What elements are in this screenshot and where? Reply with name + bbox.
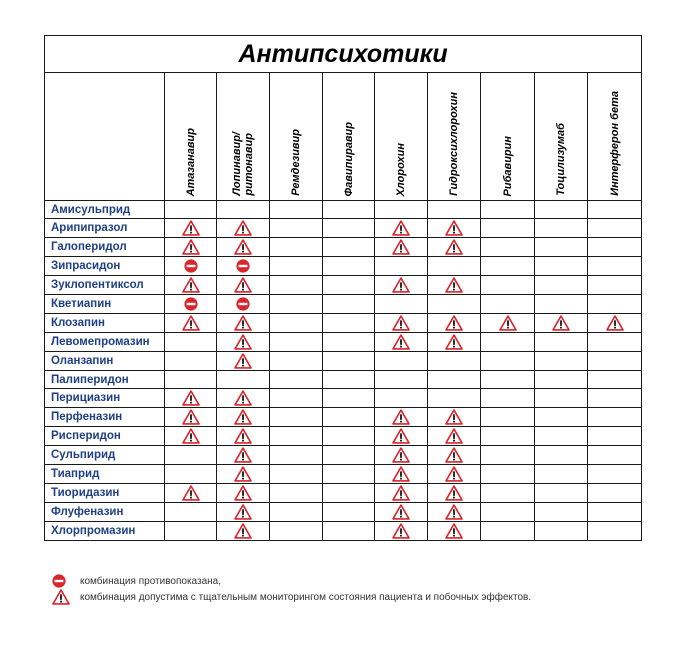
interaction-cell: [270, 465, 323, 484]
drug-name: Кветиапин: [45, 295, 165, 314]
interaction-cell: [217, 446, 270, 465]
warning-icon: [392, 220, 410, 236]
interaction-cell: [535, 314, 588, 333]
interaction-cell: [323, 427, 375, 446]
warning-icon: [392, 428, 410, 444]
interaction-cell: [217, 201, 270, 219]
drug-name: Тиаприд: [45, 465, 165, 484]
drug-name: Рисперидон: [45, 427, 165, 446]
table-row: [45, 257, 642, 276]
interaction-cell: [588, 219, 642, 238]
interaction-cell: [481, 389, 535, 408]
column-header-label: Атазанавир: [184, 127, 197, 196]
warning-icon: [392, 409, 410, 425]
stop-icon: [184, 259, 198, 273]
interaction-cell: [428, 446, 481, 465]
interaction-cell: [428, 276, 481, 295]
warning-icon: [234, 239, 252, 255]
table-row: [45, 201, 642, 219]
interaction-cell: [481, 352, 535, 371]
interaction-cell: [323, 201, 375, 219]
warning-icon: [182, 390, 200, 406]
drug-name: Левомепромазин: [45, 333, 165, 352]
stop-icon: [236, 297, 250, 311]
interaction-cell: [323, 352, 375, 371]
warning-icon: [445, 220, 463, 236]
interaction-cell: [428, 427, 481, 446]
drug-name: Зуклопентиксол: [45, 276, 165, 295]
drug-name: Хлорпромазин: [45, 522, 165, 541]
table-row: [45, 371, 642, 389]
interaction-cell: [270, 484, 323, 503]
interaction-cell: [270, 201, 323, 219]
interaction-cell: [428, 389, 481, 408]
table-row: [45, 333, 642, 352]
interaction-cell: [270, 276, 323, 295]
interaction-cell: [588, 389, 642, 408]
interaction-cell: [375, 465, 428, 484]
interaction-cell: [535, 408, 588, 427]
table-row: [45, 503, 642, 522]
warning-icon: [606, 315, 624, 331]
table-row: [45, 389, 642, 408]
interaction-cell: [270, 352, 323, 371]
interaction-cell: [165, 503, 217, 522]
legend-item: [52, 589, 531, 605]
interaction-cell: [217, 503, 270, 522]
drug-name: Перициазин: [45, 389, 165, 408]
interaction-cell: [270, 389, 323, 408]
interaction-cell: [481, 295, 535, 314]
column-header: [323, 73, 375, 201]
interaction-cell: [270, 427, 323, 446]
corner-cell: [45, 73, 165, 201]
table-row: [45, 295, 642, 314]
interaction-cell: [428, 257, 481, 276]
interaction-cell: [217, 352, 270, 371]
warning-icon: [445, 315, 463, 331]
warning-icon: [234, 523, 252, 539]
warning-icon: [445, 334, 463, 350]
interaction-cell: [428, 295, 481, 314]
table-row: [45, 465, 642, 484]
column-header: [217, 73, 270, 201]
interaction-cell: [165, 219, 217, 238]
column-header-label: Ремдезивир: [290, 129, 302, 196]
interaction-cell: [270, 295, 323, 314]
warning-icon: [182, 409, 200, 425]
interaction-cell: [217, 238, 270, 257]
interaction-cell: [217, 276, 270, 295]
interaction-cell: [165, 522, 217, 541]
warning-icon: [234, 504, 252, 520]
interaction-cell: [165, 257, 217, 276]
interaction-cell: [481, 427, 535, 446]
interaction-cell: [535, 427, 588, 446]
interaction-cell: [165, 201, 217, 219]
interaction-cell: [588, 465, 642, 484]
warning-icon: [445, 239, 463, 255]
interaction-cell: [375, 238, 428, 257]
drug-name: Перфеназин: [45, 408, 165, 427]
drug-name: Тиоридазин: [45, 484, 165, 503]
interaction-cell: [217, 257, 270, 276]
interaction-cell: [428, 371, 481, 389]
interaction-cell: [481, 503, 535, 522]
interaction-cell: [588, 352, 642, 371]
interaction-cell: [428, 219, 481, 238]
column-header-label: Фавипиравир: [342, 121, 355, 196]
drug-name: Сульпирид: [45, 446, 165, 465]
warning-icon: [234, 334, 252, 350]
interaction-cell: [323, 408, 375, 427]
drug-name: Арипипразол: [45, 219, 165, 238]
interaction-cell: [165, 314, 217, 333]
drug-name: Оланзапин: [45, 352, 165, 371]
interaction-cell: [588, 503, 642, 522]
interaction-cell: [588, 484, 642, 503]
interaction-cell: [588, 295, 642, 314]
interaction-cell: [375, 389, 428, 408]
table-title: Антипсихотики: [45, 36, 642, 73]
warning-icon: [182, 239, 200, 255]
warning-icon: [234, 390, 252, 406]
interaction-cell: [481, 219, 535, 238]
interaction-cell: [481, 465, 535, 484]
interaction-cell: [217, 371, 270, 389]
interaction-cell: [270, 219, 323, 238]
interaction-cell: [375, 276, 428, 295]
interaction-cell: [165, 352, 217, 371]
warning-icon: [182, 277, 200, 293]
stop-icon: [52, 574, 66, 588]
interaction-cell: [165, 484, 217, 503]
table-row: [45, 276, 642, 295]
stop-icon: [184, 297, 198, 311]
interaction-cell: [428, 238, 481, 257]
interaction-cell: [535, 238, 588, 257]
column-header-label: Интерферон бета: [608, 91, 621, 196]
interaction-cell: [481, 484, 535, 503]
interaction-cell: [535, 257, 588, 276]
interaction-cell: [481, 276, 535, 295]
interaction-cell: [217, 427, 270, 446]
warning-icon: [234, 220, 252, 236]
warning-icon: [234, 447, 252, 463]
interaction-cell: [481, 238, 535, 257]
interaction-cell: [588, 257, 642, 276]
warning-icon: [182, 220, 200, 236]
interaction-cell: [535, 352, 588, 371]
interaction-cell: [270, 371, 323, 389]
interaction-cell: [588, 408, 642, 427]
table-row: [45, 219, 642, 238]
interaction-cell: [535, 201, 588, 219]
interaction-cell: [428, 333, 481, 352]
interaction-cell: [270, 522, 323, 541]
interaction-cell: [323, 503, 375, 522]
warning-icon: [445, 523, 463, 539]
warning-icon: [392, 485, 410, 501]
interaction-cell: [535, 389, 588, 408]
warning-icon: [234, 485, 252, 501]
interaction-cell: [535, 465, 588, 484]
warning-icon: [445, 485, 463, 501]
interaction-cell: [428, 465, 481, 484]
table-row: [45, 314, 642, 333]
interaction-cell: [165, 371, 217, 389]
interaction-cell: [375, 427, 428, 446]
interaction-cell: [375, 446, 428, 465]
interaction-cell: [375, 295, 428, 314]
warning-icon: [445, 447, 463, 463]
column-header: [270, 73, 323, 201]
interaction-cell: [588, 371, 642, 389]
interaction-cell: [217, 219, 270, 238]
column-header: [535, 73, 588, 201]
warning-icon: [234, 428, 252, 444]
interaction-cell: [375, 408, 428, 427]
column-header-label: Гидроксихлорохин: [448, 92, 460, 196]
interaction-cell: [217, 333, 270, 352]
warning-icon: [392, 315, 410, 331]
interaction-cell: [588, 238, 642, 257]
interaction-cell: [535, 276, 588, 295]
legend-text: комбинация противопоказана,: [80, 575, 221, 587]
interaction-cell: [165, 238, 217, 257]
warning-icon: [392, 447, 410, 463]
interaction-cell: [481, 314, 535, 333]
column-header-label: Хлорохин: [395, 142, 407, 196]
warning-icon: [182, 485, 200, 501]
interaction-cell: [217, 314, 270, 333]
column-header-label: Рибавирин: [501, 135, 514, 196]
interaction-cell: [217, 522, 270, 541]
interaction-cell: [535, 333, 588, 352]
warning-icon: [182, 428, 200, 444]
drug-name: Палиперидон: [45, 371, 165, 389]
table-row: [45, 238, 642, 257]
interaction-cell: [323, 522, 375, 541]
interaction-cell: [165, 408, 217, 427]
interaction-cell: [323, 276, 375, 295]
drug-name: Флуфеназин: [45, 503, 165, 522]
interaction-cell: [165, 295, 217, 314]
interaction-cell: [270, 333, 323, 352]
interaction-cell: [323, 219, 375, 238]
interaction-cell: [481, 333, 535, 352]
interaction-cell: [428, 314, 481, 333]
interaction-cell: [535, 503, 588, 522]
interaction-cell: [375, 371, 428, 389]
interaction-cell: [323, 257, 375, 276]
table-row: [45, 427, 642, 446]
interaction-cell: [481, 408, 535, 427]
interaction-cell: [375, 219, 428, 238]
column-header: [165, 73, 217, 201]
interaction-cell: [270, 314, 323, 333]
interaction-cell: [270, 503, 323, 522]
table-row: [45, 484, 642, 503]
interaction-cell: [481, 446, 535, 465]
interaction-table: [44, 35, 642, 541]
warning-icon: [234, 277, 252, 293]
table-row: [45, 446, 642, 465]
interaction-cell: [428, 201, 481, 219]
table-row: [45, 352, 642, 371]
interaction-cell: [375, 257, 428, 276]
interaction-cell: [217, 295, 270, 314]
interaction-cell: [428, 352, 481, 371]
column-header: [375, 73, 428, 201]
interaction-cell: [323, 465, 375, 484]
warning-icon: [499, 315, 517, 331]
interaction-cell: [375, 503, 428, 522]
interaction-cell: [428, 503, 481, 522]
warning-icon: [392, 334, 410, 350]
column-header-label: Тоцилизумаб: [555, 123, 567, 196]
warning-icon: [234, 466, 252, 482]
interaction-cell: [481, 201, 535, 219]
interaction-cell: [588, 522, 642, 541]
interaction-cell: [535, 446, 588, 465]
interaction-cell: [535, 219, 588, 238]
drug-name: Клозапин: [45, 314, 165, 333]
interaction-cell: [535, 522, 588, 541]
interaction-cell: [323, 295, 375, 314]
interaction-cell: [270, 257, 323, 276]
warning-icon: [392, 239, 410, 255]
warning-icon: [445, 504, 463, 520]
interaction-cell: [588, 314, 642, 333]
drug-name: Амисульприд: [45, 201, 165, 219]
warning-icon: [52, 589, 70, 605]
interaction-cell: [375, 333, 428, 352]
interaction-cell: [481, 371, 535, 389]
warning-icon: [234, 315, 252, 331]
legend-item: [52, 573, 531, 589]
column-header: [588, 73, 642, 201]
warning-icon: [392, 523, 410, 539]
interaction-cell: [323, 333, 375, 352]
warning-icon: [234, 409, 252, 425]
warning-icon: [445, 466, 463, 482]
interaction-cell: [165, 465, 217, 484]
interaction-cell: [323, 389, 375, 408]
interaction-cell: [375, 314, 428, 333]
interaction-cell: [375, 201, 428, 219]
interaction-cell: [165, 333, 217, 352]
warning-icon: [445, 428, 463, 444]
interaction-cell: [535, 371, 588, 389]
interaction-cell: [481, 522, 535, 541]
interaction-cell: [323, 238, 375, 257]
interaction-cell: [481, 257, 535, 276]
warning-icon: [234, 353, 252, 369]
table-row: [45, 408, 642, 427]
interaction-cell: [588, 446, 642, 465]
interaction-cell: [217, 484, 270, 503]
drug-name: Галоперидол: [45, 238, 165, 257]
interaction-cell: [217, 389, 270, 408]
interaction-cell: [323, 371, 375, 389]
interaction-cell: [535, 484, 588, 503]
warning-icon: [445, 277, 463, 293]
interaction-cell: [428, 522, 481, 541]
interaction-cell: [375, 522, 428, 541]
interaction-cell: [588, 427, 642, 446]
interaction-cell: [165, 446, 217, 465]
interaction-cell: [588, 276, 642, 295]
interaction-cell: [323, 314, 375, 333]
warning-icon: [392, 504, 410, 520]
interaction-cell: [535, 295, 588, 314]
interaction-cell: [588, 201, 642, 219]
interaction-cell: [270, 446, 323, 465]
warning-icon: [552, 315, 570, 331]
interaction-cell: [165, 427, 217, 446]
drug-name: Зипрасидон: [45, 257, 165, 276]
column-header: [481, 73, 535, 201]
column-header-label: Лопинавир/ ритонавир: [231, 132, 255, 196]
interaction-cell: [428, 408, 481, 427]
warning-icon: [445, 409, 463, 425]
interaction-cell: [270, 238, 323, 257]
column-header: [428, 73, 481, 201]
warning-icon: [392, 277, 410, 293]
interaction-cell: [217, 408, 270, 427]
legend-text: комбинация допустима с тщательным мониторингом состояния пациента и побочных эффектов.: [80, 591, 532, 603]
interaction-cell: [375, 352, 428, 371]
interaction-cell: [323, 484, 375, 503]
interaction-cell: [217, 465, 270, 484]
interaction-cell: [323, 446, 375, 465]
interaction-cell: [165, 389, 217, 408]
interaction-cell: [588, 333, 642, 352]
warning-icon: [392, 466, 410, 482]
table-row: [45, 522, 642, 541]
legend: [52, 573, 531, 605]
interaction-cell: [270, 408, 323, 427]
interaction-cell: [165, 276, 217, 295]
warning-icon: [182, 315, 200, 331]
interaction-cell: [428, 484, 481, 503]
interaction-cell: [375, 484, 428, 503]
stop-icon: [236, 259, 250, 273]
